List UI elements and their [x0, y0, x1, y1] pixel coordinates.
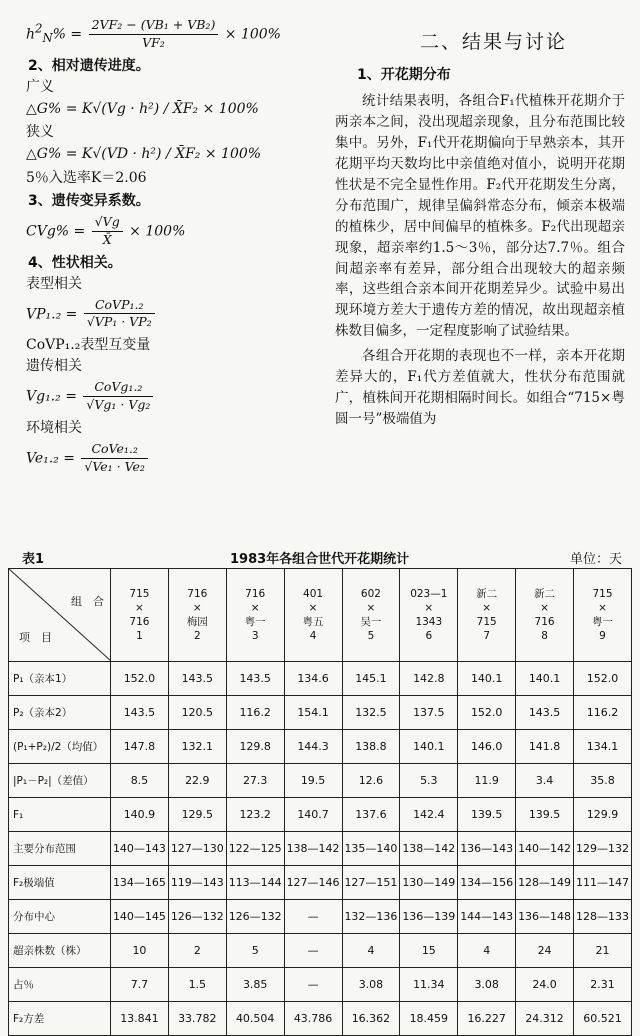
table-unit: 单位：天	[569, 552, 622, 567]
table-cell: 11.34	[400, 968, 458, 1002]
table-cell: 143.5	[226, 662, 284, 696]
table-cell: 8.5	[111, 764, 169, 798]
column-header-line: 1343	[415, 616, 443, 628]
table-row	[9, 866, 632, 900]
formula-denominator: √Vg₁ · Vg₂	[86, 396, 151, 412]
formula-fraction	[84, 297, 155, 332]
table-cell: 60.521	[574, 1002, 632, 1036]
k-value-line: 5％入选率K＝2.06	[26, 170, 147, 187]
table-row	[9, 764, 632, 798]
table-row	[9, 1002, 632, 1036]
column-header-line: 1	[136, 630, 143, 643]
table-row	[9, 832, 632, 866]
column-header-line: 715	[592, 587, 613, 600]
table-cell: 119—143	[168, 866, 226, 900]
table-cell: 144—143	[458, 900, 516, 934]
table-cell: 15	[400, 934, 458, 968]
table-cell: 2.31	[574, 968, 632, 1002]
formula-fraction	[89, 17, 219, 52]
formula-genetic	[26, 379, 322, 414]
formula-lhs: Vg₁.₂ =	[26, 388, 82, 405]
corner-label-item: 项 目	[19, 631, 52, 644]
table-cell: 40.504	[226, 1002, 284, 1036]
table-cell: 152.0	[111, 662, 169, 696]
table-cell: 16.227	[458, 1002, 516, 1036]
label-narrow: 狭义	[26, 124, 54, 141]
table-cell: 24.0	[516, 968, 574, 1002]
column-header-line: 5	[367, 630, 375, 643]
column-header-line: 3	[251, 630, 259, 643]
formula-numerator: CoVe₁.₂	[81, 441, 147, 459]
table-cell: 135—140	[342, 832, 400, 866]
table-cell: 113—144	[226, 866, 284, 900]
table-cell: —	[284, 968, 342, 1002]
row-label: 占％	[9, 968, 111, 1002]
table-cell: 134—156	[458, 866, 516, 900]
table-column-header	[458, 569, 516, 662]
table-cell: 143.5	[516, 696, 574, 730]
column-header-line: 粤五	[302, 616, 324, 628]
table-column-header	[574, 569, 632, 662]
table-cell: 3.08	[342, 968, 400, 1002]
table-cell: 10	[111, 934, 169, 968]
table-cell: 43.786	[284, 1002, 342, 1036]
table-cell: 138—142	[400, 832, 458, 866]
corner-diagonal-line	[9, 569, 111, 661]
row-label: P₂（亲本2）	[9, 696, 111, 730]
formula-tail: × 100%	[224, 26, 281, 43]
flowering-table	[8, 568, 632, 1036]
table-cell: 130—149	[400, 866, 458, 900]
column-header-line: 401	[303, 587, 324, 600]
column-header-line: 715	[476, 616, 497, 628]
label-phenotypic: 表型相关	[26, 275, 82, 292]
table-cell: 140.7	[284, 798, 342, 832]
column-header-line: ×	[482, 601, 492, 614]
table-cell: 137.5	[400, 696, 458, 730]
table-cell: 127—146	[284, 866, 342, 900]
formula-lhs: △G% = K√(Vg · h²)	[26, 100, 164, 117]
formula-lhs: h	[26, 26, 36, 43]
column-header-line: 6	[425, 630, 433, 643]
table-cell: 134—165	[111, 866, 169, 900]
formula-numerator: CoVP₁.₂	[84, 297, 155, 315]
table-cell: 13.841	[111, 1002, 169, 1036]
column-header-line: 716	[187, 587, 208, 600]
table-cell: 24	[516, 934, 574, 968]
column-header-line: 粤一	[244, 616, 266, 628]
label-environment: 环境相关	[26, 419, 82, 436]
table-cell: 154.1	[284, 696, 342, 730]
table-header-row	[9, 569, 632, 662]
row-label: 超亲株数（株）	[9, 934, 111, 968]
table-cell: 11.9	[458, 764, 516, 798]
formula-tail: × 100%	[129, 223, 186, 240]
column-header-line: 9	[599, 630, 606, 643]
formula-denominator: √Ve₁ · Ve₂	[84, 458, 145, 474]
table-cell: 16.362	[342, 1002, 400, 1036]
formula-slash: /	[163, 100, 169, 117]
table-cell: 132—136	[342, 900, 400, 934]
formula-pct: %	[52, 26, 66, 43]
table-cell: 139.5	[458, 798, 516, 832]
table-cell: 136—148	[516, 900, 574, 934]
table-cell: 21	[574, 934, 632, 968]
formula-lhs: △G% = K√(VD · h²)	[26, 146, 166, 163]
table-cell: 140.1	[458, 662, 516, 696]
column-header-line: 023—1	[410, 587, 448, 600]
table-row	[9, 968, 632, 1002]
table-row	[9, 900, 632, 934]
row-label: F₁	[9, 798, 111, 832]
table-cell: 129.9	[574, 798, 632, 832]
table-cell: 139.5	[516, 798, 574, 832]
formula-denominator: √VP₁ · VP₂	[86, 314, 152, 330]
table-cell: 3.4	[516, 764, 574, 798]
formula-numerator: CoVg₁.₂	[83, 379, 153, 397]
table-row	[9, 798, 632, 832]
column-header-line: 梅园	[186, 616, 208, 628]
table-cell: 128—133	[574, 900, 632, 934]
formula-denominator: X̄	[102, 231, 112, 247]
table-cell: 140.9	[111, 798, 169, 832]
table-cell: 140—143	[111, 832, 169, 866]
table-cell: 140—145	[111, 900, 169, 934]
table-cell: 4	[342, 934, 400, 968]
table-cell: 140—142	[516, 832, 574, 866]
formula-lhs: Ve₁.₂ =	[26, 450, 80, 467]
formula-sup: 2	[35, 21, 43, 36]
table-cell: —	[284, 900, 342, 934]
table-cell: 137.6	[342, 798, 400, 832]
column-header-line: ×	[598, 601, 607, 614]
column-header-line: ×	[366, 601, 376, 614]
section-title: 二、结果与讨论	[420, 31, 568, 53]
heading-trait-correlation: 4、性状相关。	[28, 254, 122, 271]
formula-denominator: VF₂	[142, 34, 165, 50]
column-header-line: ×	[250, 601, 260, 614]
formula-narrow	[26, 145, 322, 164]
formula-tail: X̄F₂ × 100%	[168, 100, 259, 117]
table-cell: 4	[458, 934, 516, 968]
row-label: |P₁－P₂|（差值）	[9, 764, 111, 798]
corner-label-combination: 组 合	[71, 595, 104, 608]
table-cell: 146.0	[458, 730, 516, 764]
table-cell: 12.6	[342, 764, 400, 798]
table-cell: 145.1	[342, 662, 400, 696]
table-column-header	[168, 569, 226, 662]
column-header-line: 7	[483, 630, 491, 643]
table-cell: 27.3	[226, 764, 284, 798]
table-cell: 127—130	[168, 832, 226, 866]
table-cell: 129—132	[574, 832, 632, 866]
table-cell: 152.0	[574, 662, 632, 696]
column-header-line: 新二	[534, 587, 556, 600]
table-row	[9, 696, 632, 730]
table-cell: 22.9	[168, 764, 226, 798]
column-header-line: 716	[129, 616, 150, 628]
formula-environment	[26, 441, 322, 476]
table-cell: 123.2	[226, 798, 284, 832]
table-row	[9, 730, 632, 764]
table-cell: 128—149	[516, 866, 574, 900]
table-column-header	[226, 569, 284, 662]
table-cell: 143.5	[111, 696, 169, 730]
column-header-line: 716	[534, 616, 555, 628]
table-cell: 18.459	[400, 1002, 458, 1036]
formula-eq: =	[70, 26, 83, 43]
column-header-line: 715	[129, 587, 150, 600]
table-cell: 3.85	[226, 968, 284, 1002]
formula-broad	[26, 100, 322, 119]
table-cell: 152.0	[458, 696, 516, 730]
table-cell: 116.2	[574, 696, 632, 730]
table-cell: 132.1	[168, 730, 226, 764]
table-column-header	[284, 569, 342, 662]
column-header-line: 吴一	[360, 616, 382, 628]
table-cell: 111—147	[574, 866, 632, 900]
table-cell: 140.1	[400, 730, 458, 764]
column-header-line: 602	[360, 587, 381, 600]
table-cell: 2	[168, 934, 226, 968]
table-cell: 134.1	[574, 730, 632, 764]
row-label: F₂方差	[9, 1002, 111, 1036]
column-header-line: ×	[308, 601, 318, 614]
formula-numerator: 2VF₂ − (VB₁ + VB₂)	[89, 17, 219, 35]
table-corner-cell	[9, 569, 111, 662]
table-cell: 138—142	[284, 832, 342, 866]
formula-cv	[26, 214, 322, 249]
paragraph-2: 各组合开花期的表现也不一样，亲本开花期差异大的，F₁代方差值就大，性状分布范围就广，植株间开花期相隔时间长。如组合“715×粤圆一号”极端值为	[335, 348, 625, 427]
table-cell: 142.4	[400, 798, 458, 832]
table-cell: 144.3	[284, 730, 342, 764]
label-genetic: 遗传相关	[26, 358, 82, 375]
table-cell: 142.8	[400, 662, 458, 696]
table-cell: 116.2	[226, 696, 284, 730]
column-header-line: 新二	[476, 587, 498, 600]
column-header-line: 4	[309, 630, 317, 643]
table-row	[9, 662, 632, 696]
table-cell: 122—125	[226, 832, 284, 866]
row-label: 分布中心	[9, 900, 111, 934]
table-cell: 136—143	[458, 832, 516, 866]
formula-fraction	[81, 441, 147, 476]
table-number: 表1	[22, 552, 45, 567]
table-cell: 24.312	[516, 1002, 574, 1036]
table-row	[9, 934, 632, 968]
row-label: P₁（亲本1）	[9, 662, 111, 696]
table-title: 1983年各组合世代开花期统计	[230, 552, 410, 567]
watermark	[627, 968, 630, 980]
formula-sub: N	[42, 31, 53, 46]
table-cell: 7.7	[111, 968, 169, 1002]
formula-fraction	[83, 379, 153, 414]
table-cell: 129.8	[226, 730, 284, 764]
table-cell: 1.5	[168, 968, 226, 1002]
table-cell: 138.8	[342, 730, 400, 764]
formula-numerator: √Vg	[92, 214, 123, 232]
table-cell: 132.5	[342, 696, 400, 730]
right-column	[335, 22, 625, 434]
table-cell: 126—132	[168, 900, 226, 934]
table-cell: 5.3	[400, 764, 458, 798]
formula-lhs: VP₁.₂ =	[26, 305, 82, 322]
table-cell: 127—151	[342, 866, 400, 900]
formula-tail: X̄F₂ × 100%	[170, 146, 262, 163]
table-cell: 5	[226, 934, 284, 968]
table-column-header	[400, 569, 458, 662]
column-header-line: ×	[424, 601, 434, 614]
table-cell: 35.8	[574, 764, 632, 798]
heading-variation-coefficient: 3、遗传变异系数。	[28, 193, 150, 210]
table-caption	[22, 548, 622, 568]
label-broad: 广义	[26, 78, 54, 95]
column-header-line: 716	[245, 587, 266, 600]
column-header-line: 粤一	[592, 616, 613, 628]
left-column	[22, 14, 322, 480]
table-cell: —	[284, 934, 342, 968]
table-cell: 126—132	[226, 900, 284, 934]
heading-relative-progress: 2、相对遗传进度。	[28, 57, 150, 74]
corner-diagonal	[9, 569, 111, 661]
table-column-header	[111, 569, 169, 662]
covp-note: CoVP₁.₂表型互变量	[26, 337, 151, 354]
column-header-line: 2	[193, 630, 201, 643]
row-label: (P₁+P₂)/2（均值）	[9, 730, 111, 764]
paragraph-1: 统计结果表明，各组合F₁代植株开花期介于两亲本之间，没出现超亲现象，且分布范围比较集中。另外，F₁代开花期偏向于早熟亲本，其开花期平均天数均比中亲值绝对值小，说明开花期性状是不完全显性作用。F₂代开花期发生分离，分布范围广，规律呈偏斜常态分布，倾亲本极端的植株少，居中间偏早的植株多。F₂代出现超亲现象，超亲率约1.5～3％，部分达7.7％。组合间超亲率有差异，部分组合出现较大的超亲频率，这些组合亲本间开花期差异少。试验中易出现环境方差大于遗传方差的情况，故出现超亲植株数目偏多，一定程度影响了试验结果。	[335, 93, 625, 340]
formula-heritability-narrow	[26, 17, 322, 52]
column-header-line: ×	[540, 601, 549, 614]
table-cell: 147.8	[111, 730, 169, 764]
column-header-line: ×	[135, 601, 144, 614]
formula-lhs: CVg% =	[26, 223, 90, 240]
column-header-line: ×	[192, 601, 202, 614]
subsection-title: 1、开花期分布	[357, 67, 451, 84]
table-cell: 120.5	[168, 696, 226, 730]
formula-fraction	[92, 214, 123, 249]
formula-phenotypic	[26, 297, 322, 332]
table-cell: 33.782	[168, 1002, 226, 1036]
column-header-line: 8	[541, 630, 548, 643]
table-cell: 141.8	[516, 730, 574, 764]
row-label: 主要分布范围	[9, 832, 111, 866]
table-column-header	[516, 569, 574, 662]
table-cell: 19.5	[284, 764, 342, 798]
table-cell: 129.5	[168, 798, 226, 832]
formula-slash: /	[165, 146, 171, 163]
table-cell: 134.6	[284, 662, 342, 696]
table-cell: 136—139	[400, 900, 458, 934]
table-cell: 143.5	[168, 662, 226, 696]
table-cell: 3.08	[458, 968, 516, 1002]
table-cell: 140.1	[516, 662, 574, 696]
row-label: F₂极端值	[9, 866, 111, 900]
table-column-header	[342, 569, 400, 662]
